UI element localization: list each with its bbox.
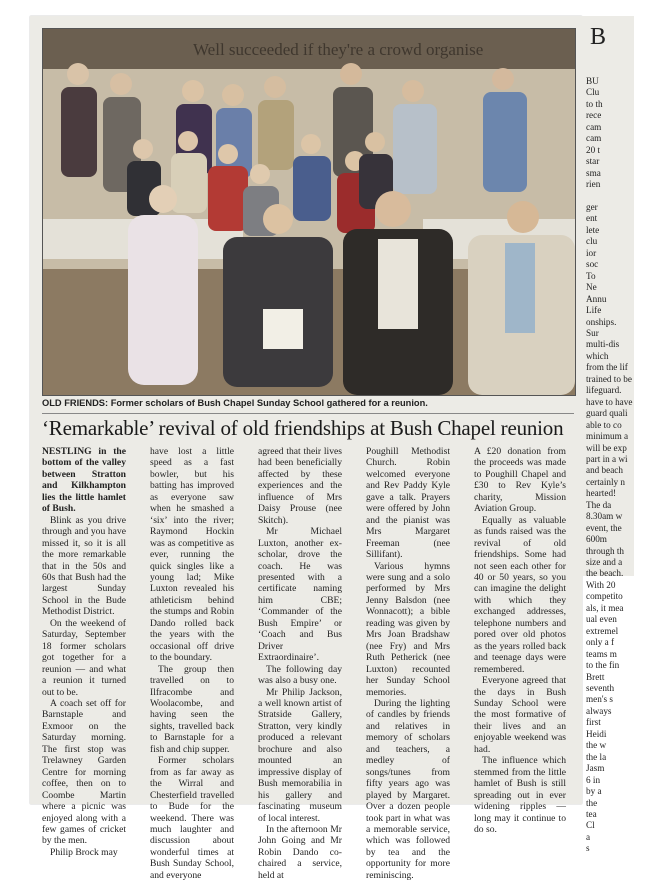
adjacent-text-line: 8.30am w	[586, 511, 623, 522]
article-paragraph: Blink as you drive through and you have missed it, so it is all the more remarkable that in the 50s and 60s that Bush had the largest Sunday School in the Bude Methodist District.	[42, 514, 126, 618]
adjacent-text-line: 6 in	[586, 774, 601, 785]
adjacent-text-line: the beach.	[586, 568, 624, 579]
article-column-5	[474, 446, 566, 835]
caption-divider	[42, 413, 574, 414]
article-paragraph: During the lighting of candles by friends and relatives in memory of scholars and teachers, a medley of songs/tunes from fifty years ago was played by Margaret. Over a dozen people took part in what was a memorable service, which was followed by tea and the opportunity for more reminiscing.	[366, 697, 450, 881]
adjacent-text-line: star	[586, 156, 600, 167]
adjacent-text-line: ent	[586, 213, 598, 224]
adjacent-text-line: Heidi	[586, 728, 607, 739]
adjacent-text-line: which	[586, 350, 609, 361]
adjacent-text-line: the	[586, 797, 598, 808]
adjacent-text-line: only a f	[586, 637, 615, 648]
adjacent-text-line: trained to be	[586, 373, 632, 384]
article-column-1	[42, 446, 126, 858]
article-paragraph: The following day was also a busy one.	[258, 663, 342, 687]
article-paragraph: have lost a little speed as a fast bowler, but his batting has improved as everyone saw when he smashed a ‘six’ into the river; Raymond Hockin was as competitive as ever, running the quick singles like a young lad; Mike Luxton revealed his athleticism behind the stumps and Robin Dando rolled back the years with the occasional off drive to the boundary.	[150, 446, 234, 664]
article-lead: NESTLING in the bottom of the valley between Stratton and Kilkhampton lies the little hamlet of Bush.	[42, 446, 126, 515]
adjacent-text-line: multi-dis	[586, 339, 620, 350]
adjacent-text-line: extremel	[586, 625, 619, 636]
adjacent-text-line: s	[586, 843, 590, 854]
article-paragraph: Everyone agreed that the days in Bush Sunday School were the most formative of their lives and an enjoyable weekend was had.	[474, 675, 566, 755]
adjacent-text-line: to th	[586, 98, 603, 109]
adjacent-text-line: the la	[586, 751, 607, 762]
banner-text: Well succeeded if they're a crowd organise	[193, 40, 484, 59]
adjacent-text-line: able to co	[586, 419, 622, 430]
adjacent-text-line: through th	[586, 545, 625, 556]
adjacent-text-line: the w	[586, 740, 607, 751]
article-paragraph: In the afternoon Mr John Going and Mr Robin Dando co-chaired a service, held at	[258, 823, 342, 881]
article-paragraph: The group then travelled on to Ilfracombe and Woolacombe, and having seen the sights, travelled back to Barnstaple for a fish and chip supper.	[150, 663, 234, 755]
adjacent-text-line: part in a wi	[586, 453, 628, 464]
adjacent-text-line: to the fin	[586, 660, 620, 671]
adjacent-text-line: als, it mea	[586, 602, 624, 613]
adjacent-text-line: size and a	[586, 557, 623, 568]
adjacent-text-line: Brett	[586, 671, 605, 682]
adjacent-text-line	[586, 191, 634, 202]
adjacent-text-line: certainly n	[586, 476, 626, 487]
adjacent-text-line: guard quali	[586, 408, 628, 419]
adjacent-text-line: from the lif	[586, 362, 628, 373]
adjacent-text-line: BU	[586, 76, 599, 86]
article-column-4	[366, 446, 450, 881]
article-paragraph: The influence which stemmed from the little hamlet of Bush is still spreading out in ever widening ripples — long may it continue to do so.	[474, 755, 566, 835]
adjacent-text-top	[582, 76, 634, 328]
reunion-photo	[42, 28, 576, 396]
adjacent-text-line: The da	[586, 499, 612, 510]
adjacent-text-line: To	[586, 270, 596, 281]
adjacent-text-line: 20 t	[586, 144, 601, 155]
photo-caption: OLD FRIENDS: Former scholars of Bush Chapel Sunday School gathered for a reunion.	[42, 398, 428, 408]
article-paragraph: agreed that their lives had been beneficially affected by these experiences and the influence of Mrs Daisy Prouse (nee Skitch).	[258, 446, 342, 526]
adjacent-text-line: With 20	[586, 579, 616, 590]
adjacent-text-line: cam	[586, 133, 602, 144]
adjacent-text-line: ger	[586, 201, 598, 212]
article-paragraph: Mr Philip Jackson, a well known artist of Stratside Gallery, Stratton, very kindly produced a relevant brochure and also mounted an impressive display of Bush memorabilia in his gallery and fascinating museum of local interest.	[258, 686, 342, 824]
group-photo-illustration	[43, 29, 575, 395]
adjacent-text-line: 600m	[586, 534, 607, 545]
adjacent-text-line: cam	[586, 121, 602, 132]
adjacent-text-line: men's s	[586, 694, 613, 705]
article-paragraph: Equally as valuable as funds raised was the revival of old friendships. Some had not seen each other for 40 or 50 years, so you can imagine the delight with which they exchanged addresses, telephone numbers and pored over old photos as the years rolled back and teenage days were remembered.	[474, 514, 566, 675]
article-paragraph: A £20 donation from the proceeds was made to Poughill Chapel and £30 to Rev Kyle’s charity, Mission Aviation Group.	[474, 446, 566, 515]
article-column-3	[258, 446, 342, 881]
article-headline: ‘Remarkable’ revival of old friendships at Bush Chapel reunion	[42, 416, 564, 440]
article-paragraph: Various hymns were sung and a solo performed by Mrs Jenny Balsdon (nee Wonnacott); a bible reading was given by Mrs Joan Bradshaw (nee Fry) and Mrs Ruth Petherick (nee Luxton) recounted her Sunday School memories.	[366, 560, 450, 698]
adjacent-text-line: onships.	[586, 316, 617, 327]
adjacent-text-line: ior	[586, 247, 597, 258]
article-paragraph: Former scholars from as far away as the Wirral and Chesterfield travelled to Bude for the weekend. There was much laughter and discussion about wonderful times at Bush Sunday School, and everyone	[150, 755, 234, 881]
adjacent-text-line: Sur	[586, 327, 599, 338]
adjacent-text-line: Cl	[586, 820, 595, 831]
adjacent-text-line: first	[586, 717, 601, 728]
adjacent-article-strip	[582, 16, 634, 854]
adjacent-text-line: will be exp	[586, 442, 627, 453]
adjacent-text-line: competito	[586, 591, 623, 602]
adjacent-text-line: always	[586, 705, 612, 716]
article-paragraph: Poughill Methodist Church. Robin welcomed everyone and Rev Paddy Kyle gave a talk. Prayers were offered by John and the pianist was Mrs Margaret Freeman (nee Sillifant).	[366, 446, 450, 561]
adjacent-text-line: seventh	[586, 683, 615, 694]
adjacent-text-line: tea	[586, 809, 597, 819]
adjacent-text-line: a	[586, 831, 591, 842]
adjacent-text-line: rece	[586, 110, 602, 121]
adjacent-headline-fragment: B	[590, 24, 607, 50]
adjacent-text-line: lete	[586, 224, 600, 235]
adjacent-text-line: rien	[586, 179, 601, 190]
adjacent-text-line: hearted!	[586, 488, 617, 499]
article-paragraph: Philip Brock may	[50, 846, 118, 858]
adjacent-text-line: Ne	[586, 282, 597, 293]
adjacent-text-line: Jasm	[586, 763, 605, 774]
adjacent-text-line: minimum a	[586, 431, 629, 442]
adjacent-text-line: have to have	[586, 396, 633, 407]
adjacent-text-line: clu	[586, 236, 598, 247]
adjacent-text-line: soc	[586, 259, 599, 270]
adjacent-text-line: sma	[586, 167, 601, 178]
adjacent-text-line: lifeguard.	[586, 385, 622, 396]
adjacent-text-line: Life	[586, 305, 602, 316]
adjacent-text-line: Clu	[586, 87, 600, 98]
adjacent-text-line: teams m	[586, 648, 617, 659]
article-paragraph: On the weekend of Saturday, September 18 former scholars got together for a reunion — and what a reunion it turned out to be.	[42, 617, 126, 698]
article-paragraph: A coach set off for Barnstaple and Exmoor on the Saturday morning. The first stop was Trelawney Garden Centre for morning coffee, then on to Coombe Martin where a picnic was enjoyed along with a few games of cricket by the men.	[42, 697, 126, 847]
article-body	[42, 446, 574, 881]
adjacent-text-line: by a	[586, 786, 602, 797]
adjacent-text-line: and beach	[586, 465, 623, 476]
adjacent-text-bottom	[582, 328, 634, 855]
adjacent-text-line: event, the	[586, 522, 622, 533]
adjacent-text-line: Annu	[586, 293, 607, 304]
article-column-2	[150, 446, 234, 881]
article-paragraph: Mr Michael Luxton, another ex-scholar, drove the coach. He was presented with a certificate naming him CBE; ‘Commander of the Bush Empire’ or ‘Coach and Bus Driver Extraordinaire’.	[258, 526, 342, 664]
adjacent-text-line: ual even	[586, 614, 617, 625]
